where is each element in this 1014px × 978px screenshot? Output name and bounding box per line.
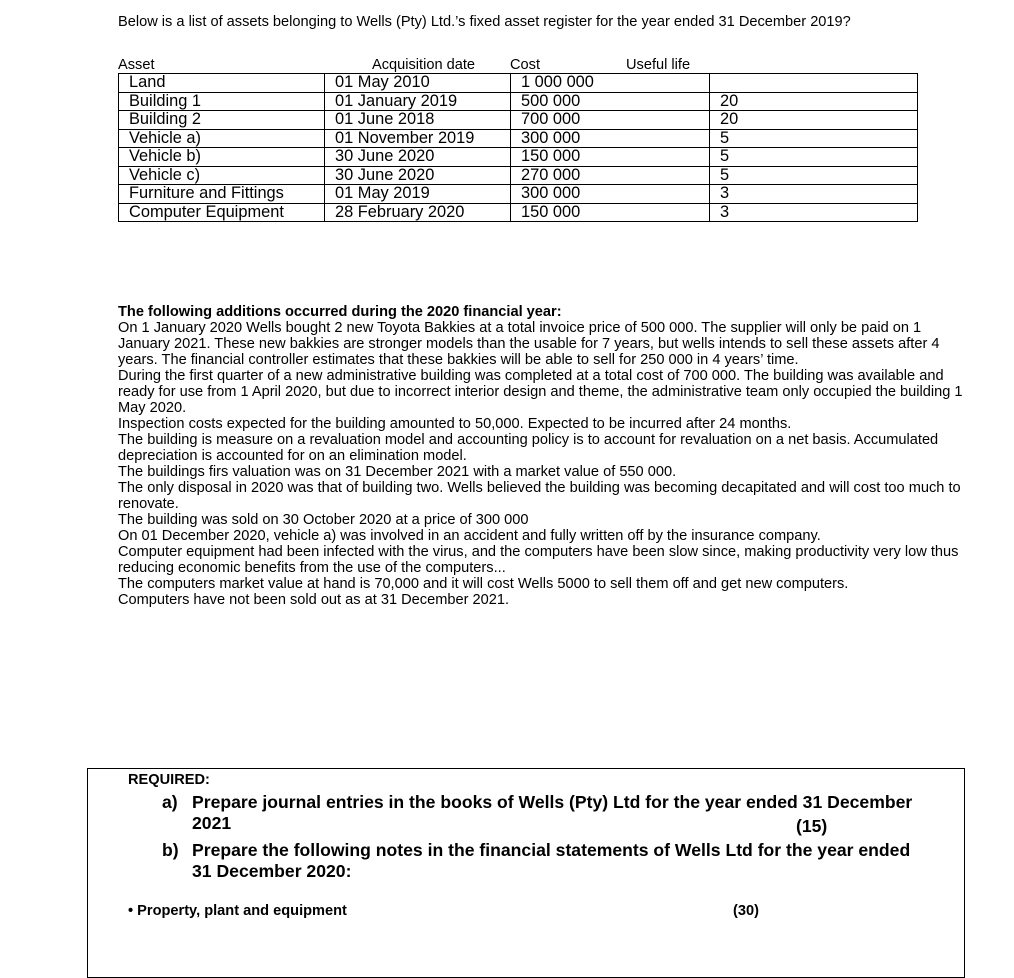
table-cell: 3: [710, 203, 918, 222]
table-cell: 5: [710, 129, 918, 148]
table-cell: Vehicle a): [119, 129, 325, 148]
item-b-label: b): [162, 840, 179, 860]
table-row: [119, 74, 918, 93]
table-row: [119, 166, 918, 185]
table-cell: 01 June 2018: [325, 111, 511, 130]
table-cell: Vehicle c): [119, 166, 325, 185]
table-row: [119, 185, 918, 204]
table-cell: Furniture and Fittings: [119, 185, 325, 204]
additions-paragraph: Computers have not been sold out as at 31 December 2021.: [118, 592, 510, 608]
table-cell: Computer Equipment: [119, 203, 325, 222]
required-box: [87, 768, 965, 978]
additions-section: [118, 304, 968, 608]
table-cell: 30 June 2020: [325, 148, 511, 167]
table-cell: 01 January 2019: [325, 92, 511, 111]
additions-paragraph: The buildings firs valuation was on 31 December 2021 with a market value of 550 000.: [118, 464, 677, 480]
additions-paragraph: Computer equipment had been infected with the virus, and the computers have been slow since, making productivity very low thus reducing economic benefits from the use of the computers...: [118, 544, 959, 576]
table-cell: 20: [710, 92, 918, 111]
item-a-text: Prepare journal entries in the books of Wells (Pty) Ltd for the year ended 31 December 2021: [192, 792, 913, 833]
table-cell: 01 November 2019: [325, 129, 511, 148]
additions-paragraph: The only disposal in 2020 was that of building two. Wells believed the building was becoming decapitated and will cost too much to renovate.: [118, 480, 961, 512]
header-acquisition-date: Acquisition date: [372, 57, 476, 73]
table-cell: 270 000: [511, 166, 710, 185]
additions-paragraph: During the first quarter of a new administrative building was completed at a total cost of 700 000. The building was available and ready for use from 1 April 2020, but due to incorrect interior design and theme, the administrative team only occupied the building 1 May 2020.: [118, 368, 963, 416]
table-cell: 3: [710, 185, 918, 204]
header-asset: Asset: [118, 57, 155, 73]
table-cell: 500 000: [511, 92, 710, 111]
additions-title: The following additions occurred during the 2020 financial year:: [118, 304, 562, 320]
header-useful-life: Useful life: [626, 57, 691, 73]
table-cell: 300 000: [511, 129, 710, 148]
table-cell: 5: [710, 166, 918, 185]
table-cell: Land: [119, 74, 325, 93]
table-row: [119, 92, 918, 111]
table-row: [119, 129, 918, 148]
additions-paragraph: Inspection costs expected for the building amounted to 50,000. Expected to be incurred after 24 months.: [118, 416, 792, 432]
table-cell: 5: [710, 148, 918, 167]
table-cell: Vehicle b): [119, 148, 325, 167]
item-b-text: Prepare the following notes in the financial statements of Wells Ltd for the year ended 31 December 2020:: [192, 840, 911, 881]
table-cell: 28 February 2020: [325, 203, 511, 222]
header-cost: Cost: [510, 57, 541, 73]
additions-paragraph: On 1 January 2020 Wells bought 2 new Toyota Bakkies at a total invoice price of 500 000. The supplier will only be paid on 1 January 2021. These new bakkies are stronger models than the usable for 7 years, but wells intends to sell these assets after 4 years. The financial controller estimates that these bakkies will be able to sell for 250 000 in 4 years’ time.: [118, 320, 940, 368]
table-cell: Building 1: [119, 92, 325, 111]
table-row: [119, 203, 918, 222]
table-row: [119, 111, 918, 130]
table-cell: 300 000: [511, 185, 710, 204]
table-cell: [710, 74, 918, 93]
table-cell: 150 000: [511, 203, 710, 222]
additions-paragraph: On 01 December 2020, vehicle a) was involved in an accident and fully written off by the insurance company.: [118, 528, 821, 544]
table-cell: 700 000: [511, 111, 710, 130]
table-cell: 1 000 000: [511, 74, 710, 93]
additions-paragraph: The building is measure on a revaluation model and accounting policy is to account for revaluation on a net basis. Accumulated depreciation is accounted for on an elimination model.: [118, 432, 939, 464]
table-cell: 01 May 2019: [325, 185, 511, 204]
bullet-marks: (30): [733, 903, 759, 919]
table-row: [119, 148, 918, 167]
additions-paragraph: The computers market value at hand is 70,000 and it will cost Wells 5000 to sell them off and get new computers.: [118, 576, 849, 592]
required-title: REQUIRED:: [128, 772, 210, 788]
intro-text: Below is a list of assets belonging to Wells (Pty) Ltd.’s fixed asset register for the year ended 31 December 2019?: [118, 14, 851, 30]
table-cell: 20: [710, 111, 918, 130]
additions-paragraph: The building was sold on 30 October 2020 at a price of 300 000: [118, 512, 529, 528]
asset-register-table: [118, 73, 918, 222]
table-cell: 150 000: [511, 148, 710, 167]
table-cell: Building 2: [119, 111, 325, 130]
table-cell: 30 June 2020: [325, 166, 511, 185]
table-cell: 01 May 2010: [325, 74, 511, 93]
bullet-ppe: • Property, plant and equipment: [128, 903, 347, 919]
item-a-label: a): [162, 792, 178, 812]
item-a-marks: (15): [796, 816, 828, 836]
